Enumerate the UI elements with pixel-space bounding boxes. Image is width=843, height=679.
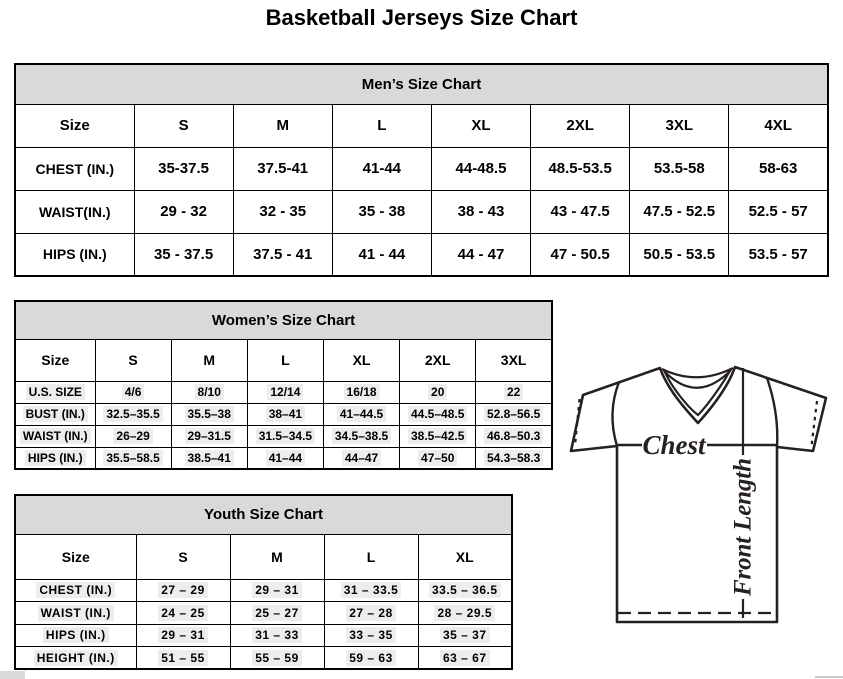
column-header: S bbox=[136, 534, 230, 579]
table-cell bbox=[136, 602, 230, 625]
table-cell: 41 - 44 bbox=[332, 233, 431, 276]
size-header-label: Size bbox=[15, 104, 134, 147]
table-cell bbox=[95, 381, 171, 403]
cell-text: 8/10 bbox=[195, 384, 224, 400]
collar-back-upper-curve bbox=[662, 368, 733, 377]
table-cell: 50.5 - 53.5 bbox=[630, 233, 729, 276]
table-cell: 44-48.5 bbox=[431, 147, 530, 190]
row-label-text: WAIST (IN.) bbox=[20, 428, 91, 444]
row-label-text: BUST (IN.) bbox=[23, 406, 88, 422]
cell-text: 29 – 31 bbox=[252, 582, 302, 598]
table-cell: 32 - 35 bbox=[233, 190, 332, 233]
cell-text: 34.5–38.5 bbox=[332, 428, 391, 444]
cell-text: 41–44 bbox=[266, 450, 305, 466]
mens-size-chart-table bbox=[14, 63, 829, 277]
table-title: Men’s Size Chart bbox=[15, 64, 828, 104]
table-cell bbox=[418, 647, 512, 670]
row-label bbox=[15, 403, 95, 425]
table-row bbox=[15, 579, 512, 602]
row-label bbox=[15, 624, 136, 647]
table-cell bbox=[323, 425, 399, 447]
chest-label: Chest bbox=[642, 430, 706, 460]
cell-text: 35.5–38 bbox=[185, 406, 234, 422]
size-header-row bbox=[15, 339, 552, 381]
table-row bbox=[15, 147, 828, 190]
table-cell bbox=[230, 647, 324, 670]
cell-text: 41–44.5 bbox=[337, 406, 386, 422]
size-header-row bbox=[15, 534, 512, 579]
table-cell: 37.5 - 41 bbox=[233, 233, 332, 276]
cell-text: 31 – 33 bbox=[252, 627, 302, 643]
table-cell bbox=[324, 602, 418, 625]
cell-text: 20 bbox=[428, 384, 447, 400]
table-cell bbox=[95, 403, 171, 425]
cell-text: 51 – 55 bbox=[158, 650, 208, 666]
table-row bbox=[15, 425, 552, 447]
cell-text: 28 – 29.5 bbox=[434, 605, 495, 621]
row-label bbox=[15, 647, 136, 670]
row-label bbox=[15, 579, 136, 602]
cell-text: 27 – 29 bbox=[158, 582, 208, 598]
table-cell bbox=[136, 624, 230, 647]
table-cell bbox=[476, 381, 552, 403]
row-label-text: HIPS (IN.) bbox=[43, 627, 109, 643]
table-cell bbox=[136, 579, 230, 602]
table-cell bbox=[400, 403, 476, 425]
row-label-text: HEIGHT (IN.) bbox=[34, 650, 118, 666]
table-title: Youth Size Chart bbox=[15, 495, 512, 534]
table-cell: 35 - 37.5 bbox=[134, 233, 233, 276]
cell-text: 44.5–48.5 bbox=[408, 406, 467, 422]
cell-text: 26–29 bbox=[113, 428, 152, 444]
cell-text: 59 – 63 bbox=[346, 650, 396, 666]
table-title-row bbox=[15, 64, 828, 104]
table-cell bbox=[418, 624, 512, 647]
table-row bbox=[15, 624, 512, 647]
table-cell bbox=[171, 381, 247, 403]
cell-text: 32.5–35.5 bbox=[103, 406, 162, 422]
cell-text: 63 – 67 bbox=[440, 650, 490, 666]
cell-text: 38–41 bbox=[266, 406, 305, 422]
table-cell bbox=[418, 602, 512, 625]
table-title-row bbox=[15, 495, 512, 534]
cell-text: 35 – 37 bbox=[440, 627, 490, 643]
row-label: WAIST(IN.) bbox=[15, 190, 134, 233]
table-cell bbox=[230, 624, 324, 647]
column-header: 3XL bbox=[476, 339, 552, 381]
column-header: S bbox=[134, 104, 233, 147]
table-cell: 35-37.5 bbox=[134, 147, 233, 190]
row-label bbox=[15, 425, 95, 447]
column-header: S bbox=[95, 339, 171, 381]
cell-text: 38.5–42.5 bbox=[408, 428, 467, 444]
table-cell bbox=[323, 403, 399, 425]
cell-text: 24 – 25 bbox=[158, 605, 208, 621]
table-row bbox=[15, 447, 552, 469]
womens-size-chart-table bbox=[14, 300, 553, 470]
cell-text: 4/6 bbox=[122, 384, 145, 400]
table-cell bbox=[324, 647, 418, 670]
cell-text: 44–47 bbox=[342, 450, 381, 466]
cell-text: 22 bbox=[504, 384, 523, 400]
row-label: HIPS (IN.) bbox=[15, 233, 134, 276]
column-header: M bbox=[171, 339, 247, 381]
row-label: CHEST (IN.) bbox=[15, 147, 134, 190]
column-header: 2XL bbox=[400, 339, 476, 381]
column-header: L bbox=[332, 104, 431, 147]
table-row bbox=[15, 233, 828, 276]
cell-text: 31 – 33.5 bbox=[341, 582, 402, 598]
table-cell: 47.5 - 52.5 bbox=[630, 190, 729, 233]
table-cell bbox=[323, 381, 399, 403]
front-length-label: Front Length bbox=[729, 458, 757, 596]
column-header: XL bbox=[431, 104, 530, 147]
cell-text: 12/14 bbox=[267, 384, 303, 400]
table-cell bbox=[324, 624, 418, 647]
column-header: 2XL bbox=[531, 104, 630, 147]
table-cell: 53.5 - 57 bbox=[729, 233, 828, 276]
table-cell bbox=[324, 579, 418, 602]
row-label bbox=[15, 381, 95, 403]
row-label-text: U.S. SIZE bbox=[26, 384, 85, 400]
table-cell: 43 - 47.5 bbox=[531, 190, 630, 233]
size-header-row bbox=[15, 104, 828, 147]
table-cell bbox=[136, 647, 230, 670]
table-cell bbox=[247, 447, 323, 469]
column-header: XL bbox=[323, 339, 399, 381]
table-cell bbox=[400, 381, 476, 403]
column-header: L bbox=[247, 339, 323, 381]
table-cell: 48.5-53.5 bbox=[531, 147, 630, 190]
row-label bbox=[15, 602, 136, 625]
cell-text: 35.5–58.5 bbox=[103, 450, 162, 466]
page-title: Basketball Jerseys Size Chart bbox=[265, 5, 578, 30]
table-cell: 58-63 bbox=[729, 147, 828, 190]
table-cell: 41-44 bbox=[332, 147, 431, 190]
row-label-text: HIPS (IN.) bbox=[25, 450, 86, 466]
row-label-text: CHEST (IN.) bbox=[36, 582, 115, 598]
row-label bbox=[15, 447, 95, 469]
column-header: 4XL bbox=[729, 104, 828, 147]
cell-text: 55 – 59 bbox=[252, 650, 302, 666]
table-row bbox=[15, 403, 552, 425]
table-cell: 44 - 47 bbox=[431, 233, 530, 276]
cell-text: 54.3–58.3 bbox=[484, 450, 543, 466]
table-cell bbox=[95, 425, 171, 447]
cell-text: 46.8–50.3 bbox=[484, 428, 543, 444]
table-cell: 52.5 - 57 bbox=[729, 190, 828, 233]
table-cell: 29 - 32 bbox=[134, 190, 233, 233]
table-cell bbox=[418, 579, 512, 602]
table-row bbox=[15, 381, 552, 403]
cell-text: 29–31.5 bbox=[185, 428, 234, 444]
table-cell bbox=[230, 579, 324, 602]
bottom-left-gray-artifact bbox=[0, 671, 25, 679]
cell-text: 33 – 35 bbox=[346, 627, 396, 643]
table-cell: 37.5-41 bbox=[233, 147, 332, 190]
cell-text: 47–50 bbox=[418, 450, 457, 466]
column-header: XL bbox=[418, 534, 512, 579]
cell-text: 29 – 31 bbox=[158, 627, 208, 643]
cell-text: 33.5 – 36.5 bbox=[429, 582, 501, 598]
table-cell bbox=[247, 403, 323, 425]
table-cell: 47 - 50.5 bbox=[531, 233, 630, 276]
table-cell bbox=[400, 447, 476, 469]
youth-size-chart-table bbox=[14, 494, 513, 670]
cell-text: 52.8–56.5 bbox=[484, 406, 543, 422]
table-cell: 35 - 38 bbox=[332, 190, 431, 233]
column-header: M bbox=[233, 104, 332, 147]
table-cell bbox=[400, 425, 476, 447]
cell-text: 38.5–41 bbox=[185, 450, 234, 466]
table-cell bbox=[171, 403, 247, 425]
table-row bbox=[15, 190, 828, 233]
bottom-right-gray-artifact bbox=[815, 676, 843, 678]
jersey-outline bbox=[571, 367, 826, 622]
table-cell: 38 - 43 bbox=[431, 190, 530, 233]
table-title: Women’s Size Chart bbox=[15, 301, 552, 339]
table-row bbox=[15, 647, 512, 670]
table-cell bbox=[171, 447, 247, 469]
table-cell bbox=[247, 425, 323, 447]
table-cell bbox=[95, 447, 171, 469]
table-cell bbox=[476, 425, 552, 447]
table-title-row bbox=[15, 301, 552, 339]
column-header: M bbox=[230, 534, 324, 579]
cell-text: 27 – 28 bbox=[346, 605, 396, 621]
table-cell bbox=[247, 381, 323, 403]
table-cell bbox=[171, 425, 247, 447]
size-header-label: Size bbox=[15, 339, 95, 381]
jersey-measurement-diagram bbox=[555, 355, 843, 630]
row-label-text: WAIST (IN.) bbox=[38, 605, 114, 621]
table-cell bbox=[323, 447, 399, 469]
table-cell bbox=[476, 447, 552, 469]
cell-text: 16/18 bbox=[344, 384, 380, 400]
table-cell bbox=[476, 403, 552, 425]
cell-text: 25 – 27 bbox=[252, 605, 302, 621]
column-header: 3XL bbox=[630, 104, 729, 147]
size-header-label: Size bbox=[15, 534, 136, 579]
column-header: L bbox=[324, 534, 418, 579]
table-row bbox=[15, 602, 512, 625]
cell-text: 31.5–34.5 bbox=[256, 428, 315, 444]
table-cell bbox=[230, 602, 324, 625]
table-cell: 53.5-58 bbox=[630, 147, 729, 190]
